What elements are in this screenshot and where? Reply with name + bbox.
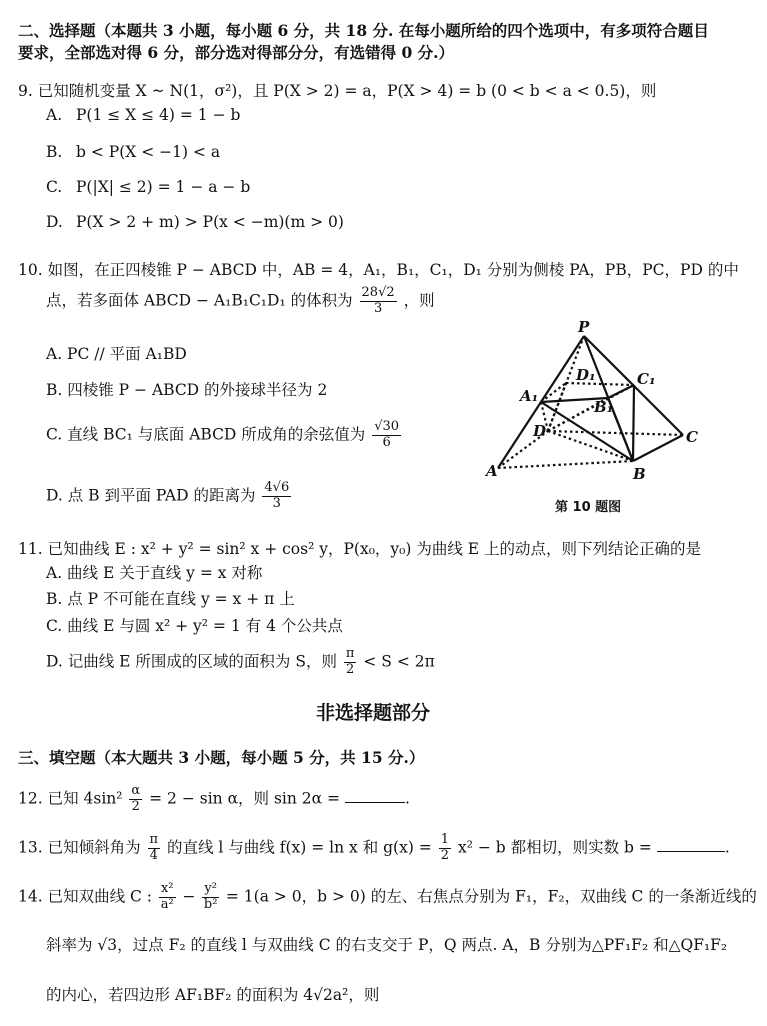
- q12-end: .: [404, 789, 410, 808]
- q10-option-c-pre: C. 直线 BC₁ 与底面 ABCD 所成角的余弦值为: [46, 425, 366, 444]
- q13-post: x² − b 都相切，则实数 b =: [457, 838, 652, 857]
- label-C1: C₁: [637, 370, 656, 388]
- q10-volume-fraction: [360, 286, 397, 317]
- q9-option-c: [46, 178, 250, 196]
- q12-pre: 12. 已知 4sin²: [18, 789, 123, 808]
- q10-figure-caption: 第 10 题图: [555, 500, 622, 515]
- label-D: D: [533, 422, 547, 440]
- q10-volume-numerator: 28√2: [361, 285, 395, 300]
- edge-DB: [548, 431, 633, 461]
- q9-option-d-text: P(X > 2 + m) > P(x < −m)(m > 0): [76, 213, 344, 231]
- q13-mid: 的直线 l 与曲线 f(x) = ln x 和 g(x) =: [167, 838, 432, 857]
- q14-y-denominator: b²: [203, 896, 218, 912]
- q13-angle-denominator: 4: [149, 847, 158, 863]
- q14-pre: 14. 已知双曲线 C :: [18, 887, 153, 906]
- q13-end: .: [724, 838, 730, 857]
- q11-option-d: [46, 647, 435, 678]
- q13-answer-blank[interactable]: [657, 850, 725, 852]
- q10-option-c-numerator: √30: [374, 419, 400, 434]
- q10-option-c: [46, 420, 403, 451]
- q10-stem-line1: 10. 如图，在正四棱锥 P − ABCD 中，AB = 4，A₁，B₁，C₁，D₁ 分别为侧棱 PA，PB，PC，PD 的中: [18, 261, 739, 279]
- q14-x-numerator: x²: [160, 881, 174, 896]
- q10-option-d-denominator: 3: [272, 495, 281, 511]
- q13-coef-denominator: 2: [440, 847, 450, 863]
- label-B1: B₁: [594, 398, 614, 416]
- q12-answer-blank[interactable]: [345, 801, 405, 803]
- edge-DC: [548, 431, 683, 435]
- q10-option-d-numerator: 4√6: [264, 480, 290, 495]
- q10-option-b: B. 四棱锥 P − ABCD 的外接球半径为 2: [46, 381, 328, 399]
- q9-option-a: [46, 106, 240, 124]
- q10-option-d: [46, 481, 293, 512]
- label-B: B: [633, 465, 646, 483]
- section3-heading: 三、填空题（本大题共 3 小题，每小题 5 分，共 15 分.）: [18, 748, 425, 767]
- q14-post: = 1(a > 0，b > 0) 的左、右焦点分别为 F₁，F₂，双曲线 C 的一条渐近线的: [225, 887, 757, 906]
- q12-post: = 2 − sin α，则 sin 2α =: [149, 789, 341, 808]
- q14-fraction-y: [202, 882, 219, 913]
- q10-option-c-denominator: 6: [382, 434, 391, 450]
- q9-stem: 9. 已知随机变量 X ~ N(1，σ²)，且 P(X > 2) = a，P(X > 4) = b (0 < b < a < 0.5)，则: [18, 82, 657, 100]
- label-C: C: [686, 428, 698, 446]
- q9-option-a-letter: A.: [46, 106, 63, 124]
- q11-stem: 11. 已知曲线 E : x² + y² = sin² x + cos² y，P(x₀，y₀) 为曲线 E 上的动点，则下列结论正确的是: [18, 540, 702, 558]
- q13: [18, 833, 730, 864]
- q13-angle-numerator: π: [149, 832, 159, 847]
- q10-stem-line2-pre: 点，若多面体 ABCD − A₁B₁C₁D₁ 的体积为: [46, 291, 353, 310]
- q13-coef-numerator: 1: [440, 832, 450, 847]
- q9-option-c-letter: C.: [46, 178, 63, 196]
- q10-stem-line2: [46, 286, 435, 317]
- q12-numerator: α: [131, 783, 141, 798]
- label-A: A: [486, 462, 498, 480]
- q14-x-denominator: a²: [160, 896, 174, 912]
- q9-option-b-text: b < P(X < −1) < a: [76, 143, 221, 161]
- q10-option-a: A. PC // 平面 A₁BD: [46, 345, 187, 363]
- q14-fraction-x: [159, 882, 176, 913]
- q11-option-d-post: < S < 2π: [363, 652, 435, 671]
- label-A1: A₁: [520, 387, 539, 405]
- part2-title: 非选择题部分: [316, 702, 431, 724]
- q11-option-b: B. 点 P 不可能在直线 y = x + π 上: [46, 590, 295, 608]
- q9-option-b: [46, 143, 220, 161]
- q14-y-numerator: y²: [204, 881, 217, 896]
- edge-DC1: [548, 385, 634, 431]
- q9-option-b-letter: B.: [46, 143, 63, 161]
- q9-option-c-text: P(|X| ≤ 2) = 1 − a − b: [76, 178, 251, 196]
- q11-option-d-denominator: 2: [346, 661, 355, 677]
- edge-AB: [498, 461, 633, 468]
- q10-option-d-fraction: [262, 481, 291, 512]
- label-P: P: [578, 318, 590, 336]
- q9-option-d-letter: D.: [46, 213, 63, 231]
- q14-minus: −: [182, 887, 196, 906]
- q10-volume-denominator: 3: [373, 300, 383, 316]
- q11-option-d-fraction: [344, 647, 357, 678]
- q10-option-c-fraction: [372, 420, 401, 451]
- section2-heading-line1: 二、选择题（本题共 3 小题，每小题 6 分，共 18 分. 在每小题所给的四个选项中，有多项符合题目: [18, 21, 709, 40]
- q10-stem-line2-post: ，则: [403, 291, 435, 310]
- q13-fraction-angle: [148, 833, 161, 864]
- q11-option-d-pre: D. 记曲线 E 所围成的区域的面积为 S，则: [46, 652, 337, 671]
- edge-BC: [633, 435, 683, 461]
- q11-option-a: A. 曲线 E 关于直线 y = x 对称: [46, 564, 263, 582]
- q12: [18, 784, 410, 815]
- section2-heading-line2: 要求，全部选对得 6 分，部分选对得部分分，有选错得 0 分.）: [18, 43, 455, 62]
- q14-line3: 的内心，若四边形 AF₁BF₂ 的面积为 4√2a²，则: [46, 986, 380, 1004]
- q12-denominator: 2: [131, 798, 140, 814]
- q12-fraction: [129, 784, 142, 815]
- q9-option-d: [46, 213, 344, 231]
- edge-C1B: [633, 385, 634, 461]
- q9-option-a-text: P(1 ≤ X ≤ 4) = 1 − b: [76, 106, 241, 124]
- q13-fraction-coef: [439, 833, 451, 864]
- q14-line2: 斜率为 √3，过点 F₂ 的直线 l 与双曲线 C 的右支交于 P，Q 两点. A，B 分别为△PF₁F₂ 和△QF₁F₂: [46, 936, 728, 954]
- q14-line1: [18, 882, 757, 913]
- label-D1: D₁: [576, 366, 596, 384]
- q13-pre: 13. 已知倾斜角为: [18, 838, 141, 857]
- q10-option-d-pre: D. 点 B 到平面 PAD 的距离为: [46, 486, 256, 505]
- q11-option-d-numerator: π: [345, 646, 355, 661]
- q11-option-c: C. 曲线 E 与圆 x² + y² = 1 有 4 个公共点: [46, 617, 343, 635]
